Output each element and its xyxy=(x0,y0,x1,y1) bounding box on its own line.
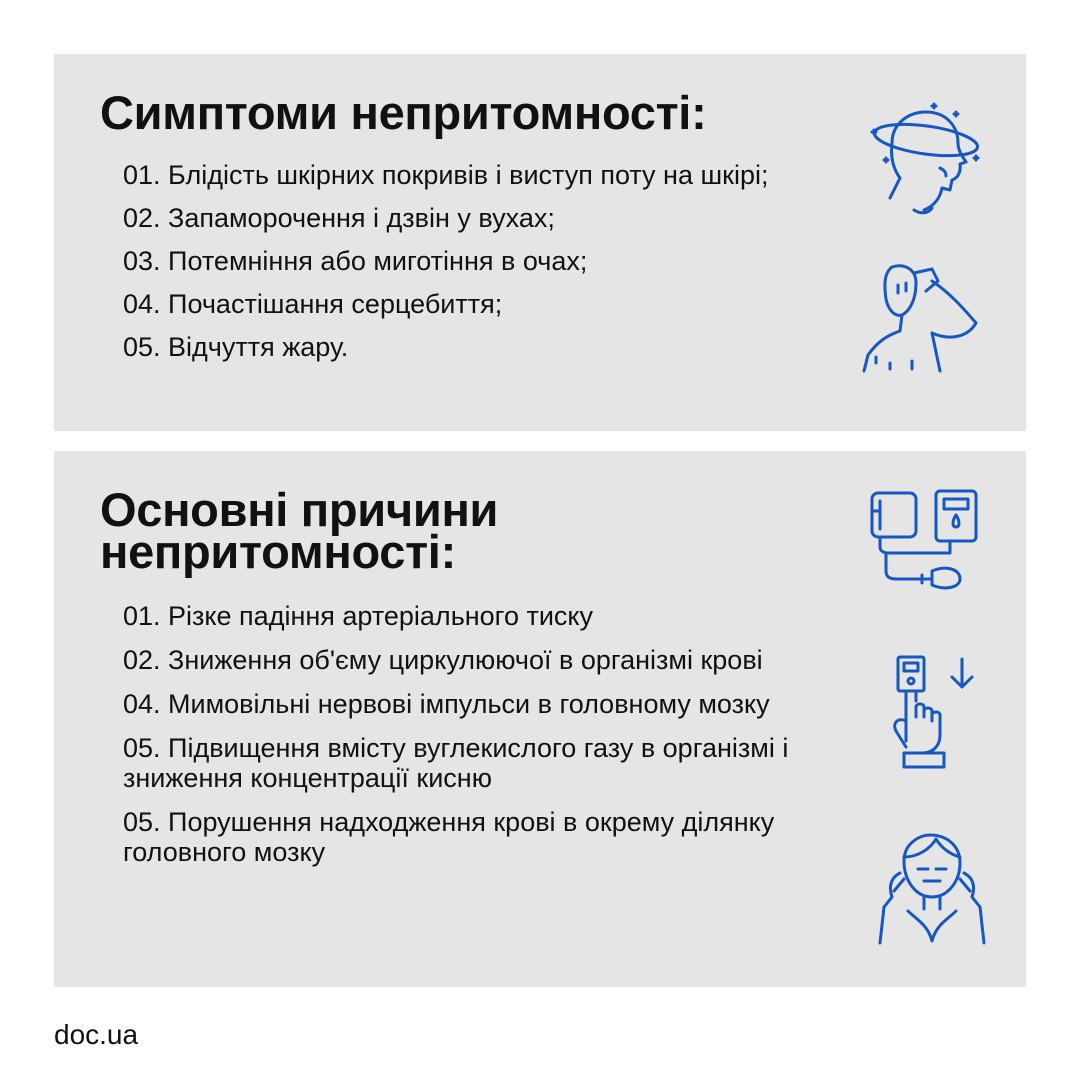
sweating-person-icon xyxy=(854,259,984,379)
list-item: 01. Блідість шкірних покривів і виступ поту на шкірі; xyxy=(123,160,769,190)
blood-pressure-monitor-icon xyxy=(860,487,990,607)
list-item: 02. Запаморочення і дзвін у вухах; xyxy=(123,203,555,233)
glucose-finger-test-icon xyxy=(872,651,1002,771)
list-item: 02. Зниження об'єму циркулюючої в організмі крові xyxy=(123,645,763,675)
brand-footer: doc.ua xyxy=(54,1019,139,1050)
list-item: 01. Різке падіння артеріального тиску xyxy=(123,601,594,631)
list-item: 05. Відчуття жару. xyxy=(123,332,349,362)
causes-title: Основні причини непритомності: xyxy=(100,483,499,578)
list-item: 05. Підвищення вмісту вуглекислого газу в організмі і зниження концентрації кисню xyxy=(123,733,789,793)
list-item: 05. Порушення надходження крові в окрему ділянку головного мозку xyxy=(123,807,775,867)
dizzy-head-icon xyxy=(854,98,984,218)
symptoms-panel xyxy=(54,54,1026,431)
symptoms-list xyxy=(123,160,803,375)
causes-panel xyxy=(54,451,1026,987)
symptoms-title: Симптоми непритомності: xyxy=(100,86,707,139)
headache-woman-icon xyxy=(864,831,994,951)
list-item: 04. Мимовільні нервові імпульси в головному мозку xyxy=(123,689,770,719)
list-item: 03. Потемніння або миготіння в очах; xyxy=(123,246,588,276)
list-item: 04. Почастішання серцебиття; xyxy=(123,289,503,319)
causes-list xyxy=(123,601,803,881)
